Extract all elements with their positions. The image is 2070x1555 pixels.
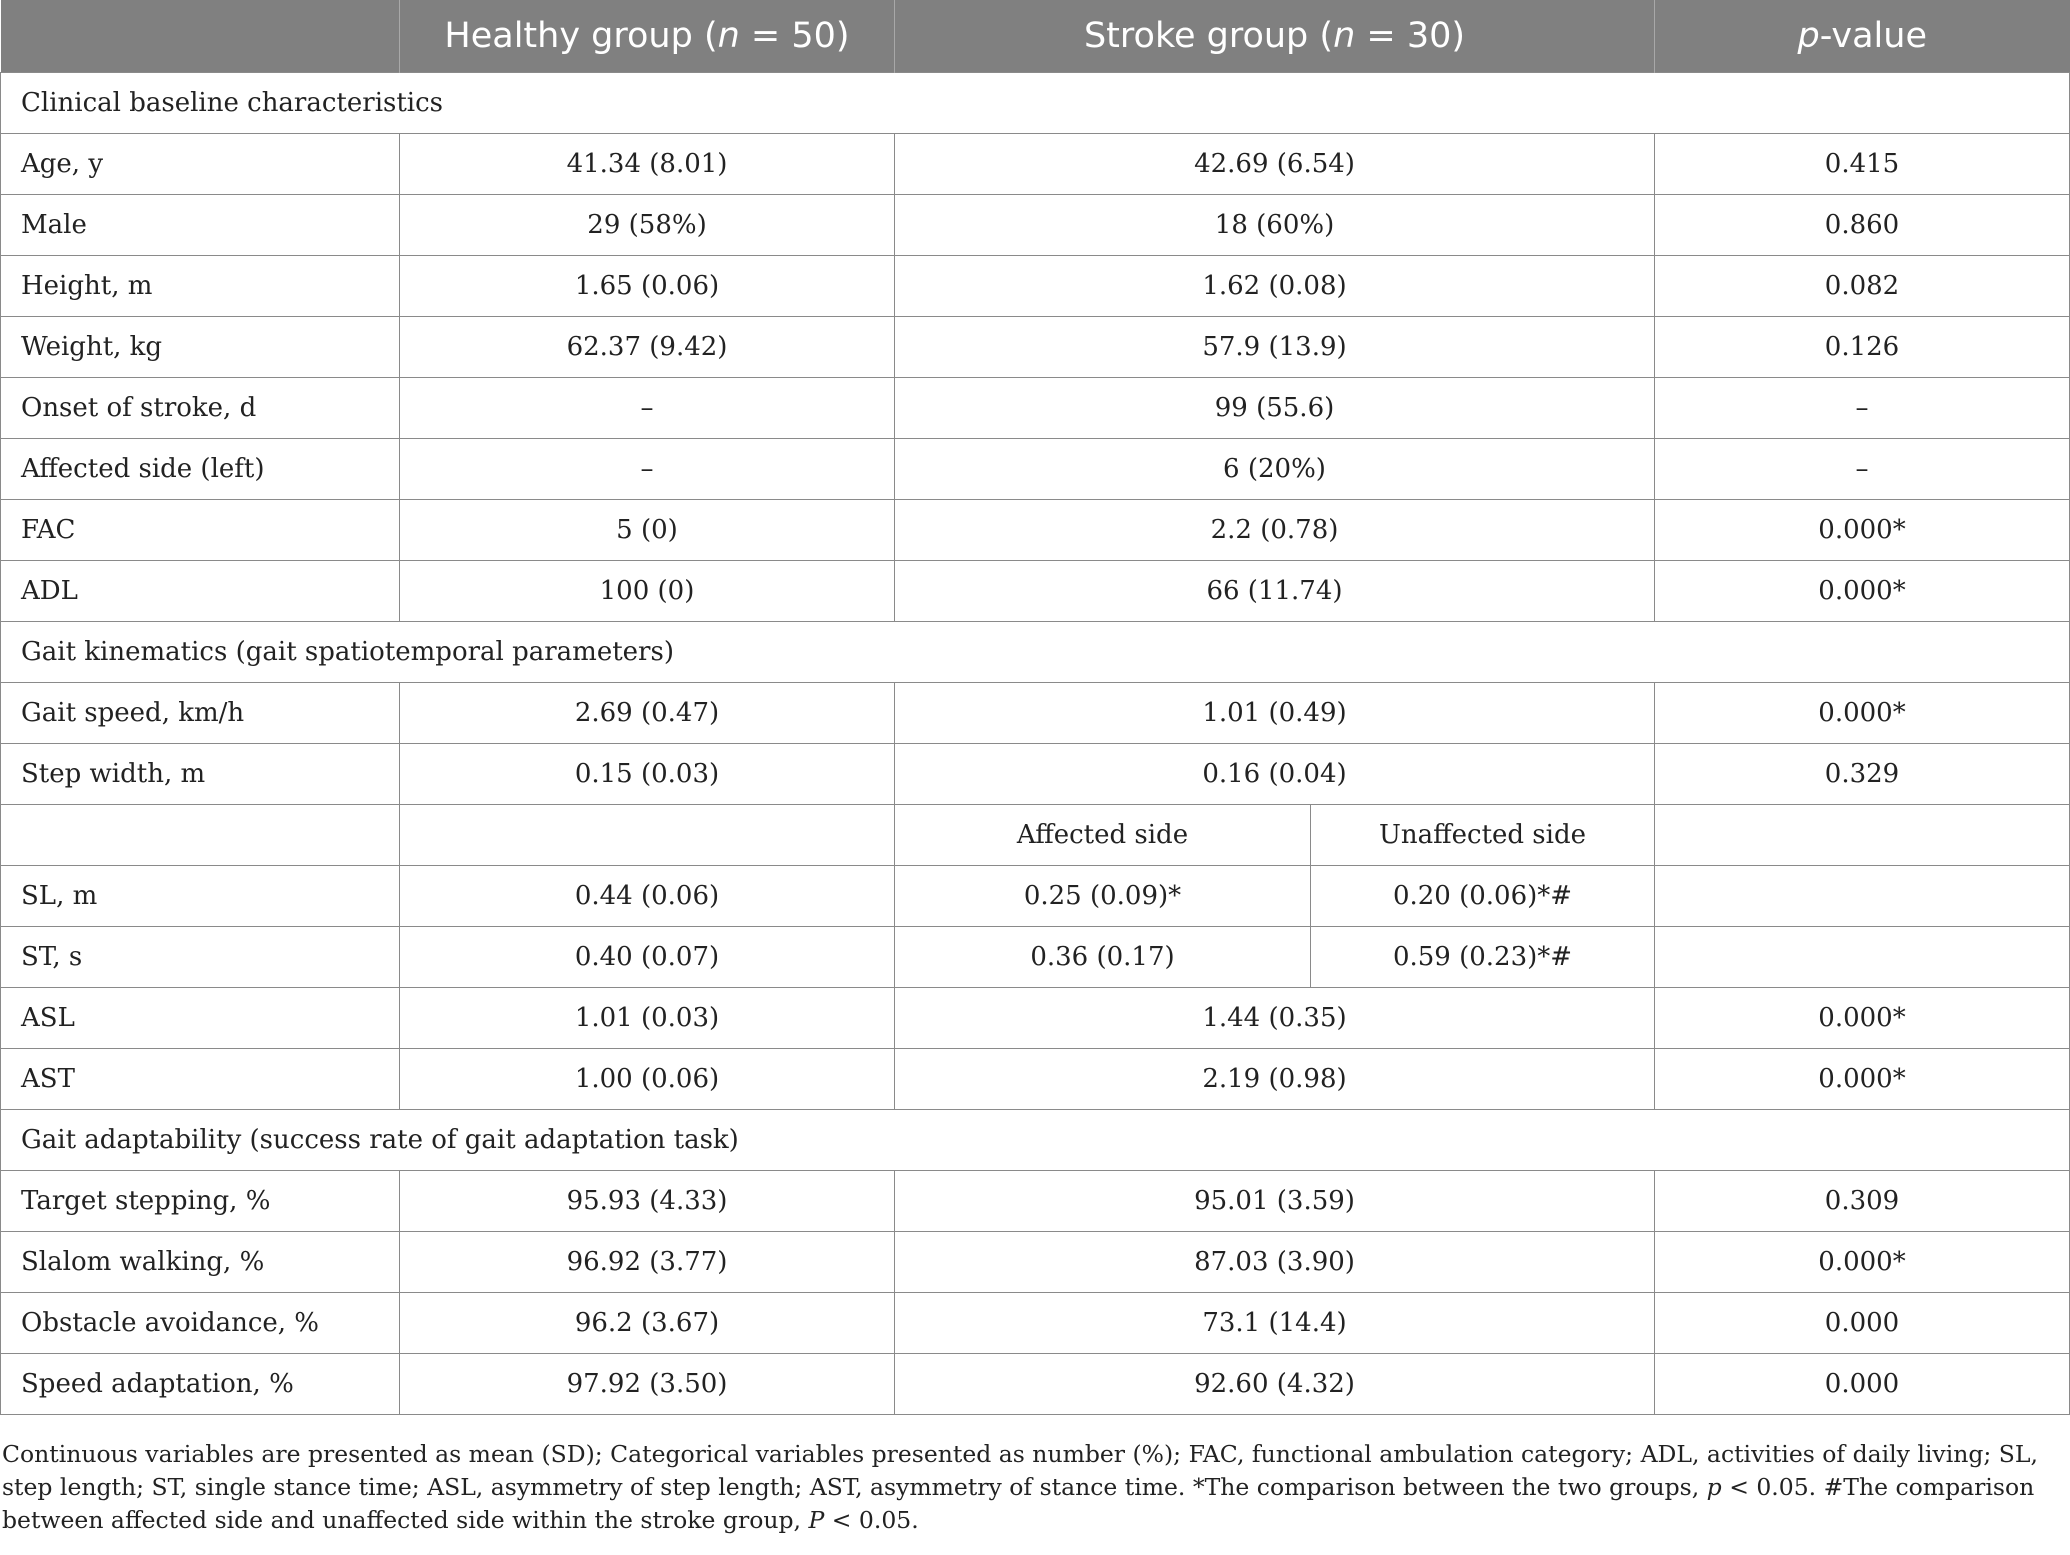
row-label: ADL xyxy=(1,561,400,622)
p-value: 0.000* xyxy=(1655,500,2070,561)
stroke-value: 18 (60%) xyxy=(895,195,1655,256)
p-value: 0.000* xyxy=(1655,988,2070,1049)
table-row xyxy=(1,439,2070,500)
header-healthy: Healthy group (n = 50) xyxy=(400,0,895,73)
stroke-value: 73.1 (14.4) xyxy=(895,1293,1655,1354)
p-value: 0.000* xyxy=(1655,1232,2070,1293)
stroke-value: 57.9 (13.9) xyxy=(895,317,1655,378)
p-value: 0.000* xyxy=(1655,561,2070,622)
table-row xyxy=(1,1232,2070,1293)
row-label: ST, s xyxy=(1,927,400,988)
header-row xyxy=(1,0,2070,73)
row-label: Speed adaptation, % xyxy=(1,1354,400,1415)
empty-cell xyxy=(400,805,895,866)
table-row xyxy=(1,988,2070,1049)
header-blank xyxy=(1,0,400,73)
p-value: 0.082 xyxy=(1655,256,2070,317)
unaffected-value: 0.20 (0.06)*# xyxy=(1311,866,1655,927)
unaffected-side-header: Unaffected side xyxy=(1311,805,1655,866)
p-value: – xyxy=(1655,378,2070,439)
table-row xyxy=(1,500,2070,561)
table-row xyxy=(1,683,2070,744)
p-value: 0.415 xyxy=(1655,134,2070,195)
section-title: Gait kinematics (gait spatiotemporal parameters) xyxy=(1,622,2070,683)
healthy-value: 1.01 (0.03) xyxy=(400,988,895,1049)
row-label: Weight, kg xyxy=(1,317,400,378)
table-row xyxy=(1,378,2070,439)
stroke-value: 2.2 (0.78) xyxy=(895,500,1655,561)
healthy-value: 5 (0) xyxy=(400,500,895,561)
row-label: Slalom walking, % xyxy=(1,1232,400,1293)
affected-value: 0.25 (0.09)* xyxy=(895,866,1311,927)
stroke-value: 95.01 (3.59) xyxy=(895,1171,1655,1232)
stroke-value: 87.03 (3.90) xyxy=(895,1232,1655,1293)
stroke-value: 2.19 (0.98) xyxy=(895,1049,1655,1110)
section-title: Gait adaptability (success rate of gait adaptation task) xyxy=(1,1110,2070,1171)
healthy-value: 0.44 (0.06) xyxy=(400,866,895,927)
table-row xyxy=(1,866,2070,927)
p-value: 0.860 xyxy=(1655,195,2070,256)
stroke-value: 99 (55.6) xyxy=(895,378,1655,439)
table-row xyxy=(1,744,2070,805)
stroke-value: 66 (11.74) xyxy=(895,561,1655,622)
p-value: 0.000* xyxy=(1655,683,2070,744)
row-label: Age, y xyxy=(1,134,400,195)
header-p-value: p-value xyxy=(1655,0,2070,73)
p-value: 0.309 xyxy=(1655,1171,2070,1232)
table-row xyxy=(1,195,2070,256)
unaffected-value: 0.59 (0.23)*# xyxy=(1311,927,1655,988)
stroke-value: 6 (20%) xyxy=(895,439,1655,500)
empty-cell xyxy=(1655,927,2070,988)
row-label: Obstacle avoidance, % xyxy=(1,1293,400,1354)
table-row xyxy=(1,1171,2070,1232)
healthy-value: 29 (58%) xyxy=(400,195,895,256)
row-label: Step width, m xyxy=(1,744,400,805)
row-label: ASL xyxy=(1,988,400,1049)
healthy-value: 0.15 (0.03) xyxy=(400,744,895,805)
row-label: Gait speed, km/h xyxy=(1,683,400,744)
row-label: Target stepping, % xyxy=(1,1171,400,1232)
table-row xyxy=(1,1354,2070,1415)
table-row xyxy=(1,561,2070,622)
p-value: 0.329 xyxy=(1655,744,2070,805)
row-label: Affected side (left) xyxy=(1,439,400,500)
stroke-value: 42.69 (6.54) xyxy=(895,134,1655,195)
stroke-value: 1.01 (0.49) xyxy=(895,683,1655,744)
table-row xyxy=(1,256,2070,317)
p-value: 0.000 xyxy=(1655,1354,2070,1415)
section-row-adaptability xyxy=(1,1110,2070,1171)
section-row-clinical xyxy=(1,73,2070,134)
empty-cell xyxy=(1655,866,2070,927)
healthy-value: 100 (0) xyxy=(400,561,895,622)
p-value: – xyxy=(1655,439,2070,500)
healthy-value: 95.93 (4.33) xyxy=(400,1171,895,1232)
section-title: Clinical baseline characteristics xyxy=(1,73,2070,134)
healthy-value: 41.34 (8.01) xyxy=(400,134,895,195)
section-row-kinematics xyxy=(1,622,2070,683)
healthy-value: 62.37 (9.42) xyxy=(400,317,895,378)
table-row xyxy=(1,1293,2070,1354)
table-row xyxy=(1,317,2070,378)
stroke-value: 1.44 (0.35) xyxy=(895,988,1655,1049)
table-row xyxy=(1,134,2070,195)
side-subheader-row xyxy=(1,805,2070,866)
healthy-value: 1.65 (0.06) xyxy=(400,256,895,317)
p-value: 0.000* xyxy=(1655,1049,2070,1110)
healthy-value: – xyxy=(400,378,895,439)
row-label: Onset of stroke, d xyxy=(1,378,400,439)
healthy-value: 0.40 (0.07) xyxy=(400,927,895,988)
table-caption: Continuous variables are presented as mean (SD); Categorical variables presented as number (%); FAC, functional ambulation category; ADL, activities of daily living; SL, step length; ST, single stance time; ASL, asymmetry of step length; AST, asymmetry of stance time. *The comparison between the two groups, p < 0.05. #The comparison between affected side and unaffected side within the stroke group, P < 0.05. xyxy=(2,1440,2038,1534)
p-value: 0.000 xyxy=(1655,1293,2070,1354)
header-stroke: Stroke group (n = 30) xyxy=(895,0,1655,73)
table-row xyxy=(1,927,2070,988)
affected-value: 0.36 (0.17) xyxy=(895,927,1311,988)
p-value: 0.126 xyxy=(1655,317,2070,378)
healthy-value: 1.00 (0.06) xyxy=(400,1049,895,1110)
row-label: Height, m xyxy=(1,256,400,317)
table-row xyxy=(1,1049,2070,1110)
stroke-value: 0.16 (0.04) xyxy=(895,744,1655,805)
row-label: FAC xyxy=(1,500,400,561)
healthy-value: 96.92 (3.77) xyxy=(400,1232,895,1293)
row-label: SL, m xyxy=(1,866,400,927)
empty-cell xyxy=(1,805,400,866)
healthy-value: 97.92 (3.50) xyxy=(400,1354,895,1415)
row-label: Male xyxy=(1,195,400,256)
healthy-value: 96.2 (3.67) xyxy=(400,1293,895,1354)
empty-cell xyxy=(1655,805,2070,866)
healthy-value: 2.69 (0.47) xyxy=(400,683,895,744)
row-label: AST xyxy=(1,1049,400,1110)
stroke-value: 92.60 (4.32) xyxy=(895,1354,1655,1415)
stroke-value: 1.62 (0.08) xyxy=(895,256,1655,317)
affected-side-header: Affected side xyxy=(895,805,1311,866)
healthy-value: – xyxy=(400,439,895,500)
